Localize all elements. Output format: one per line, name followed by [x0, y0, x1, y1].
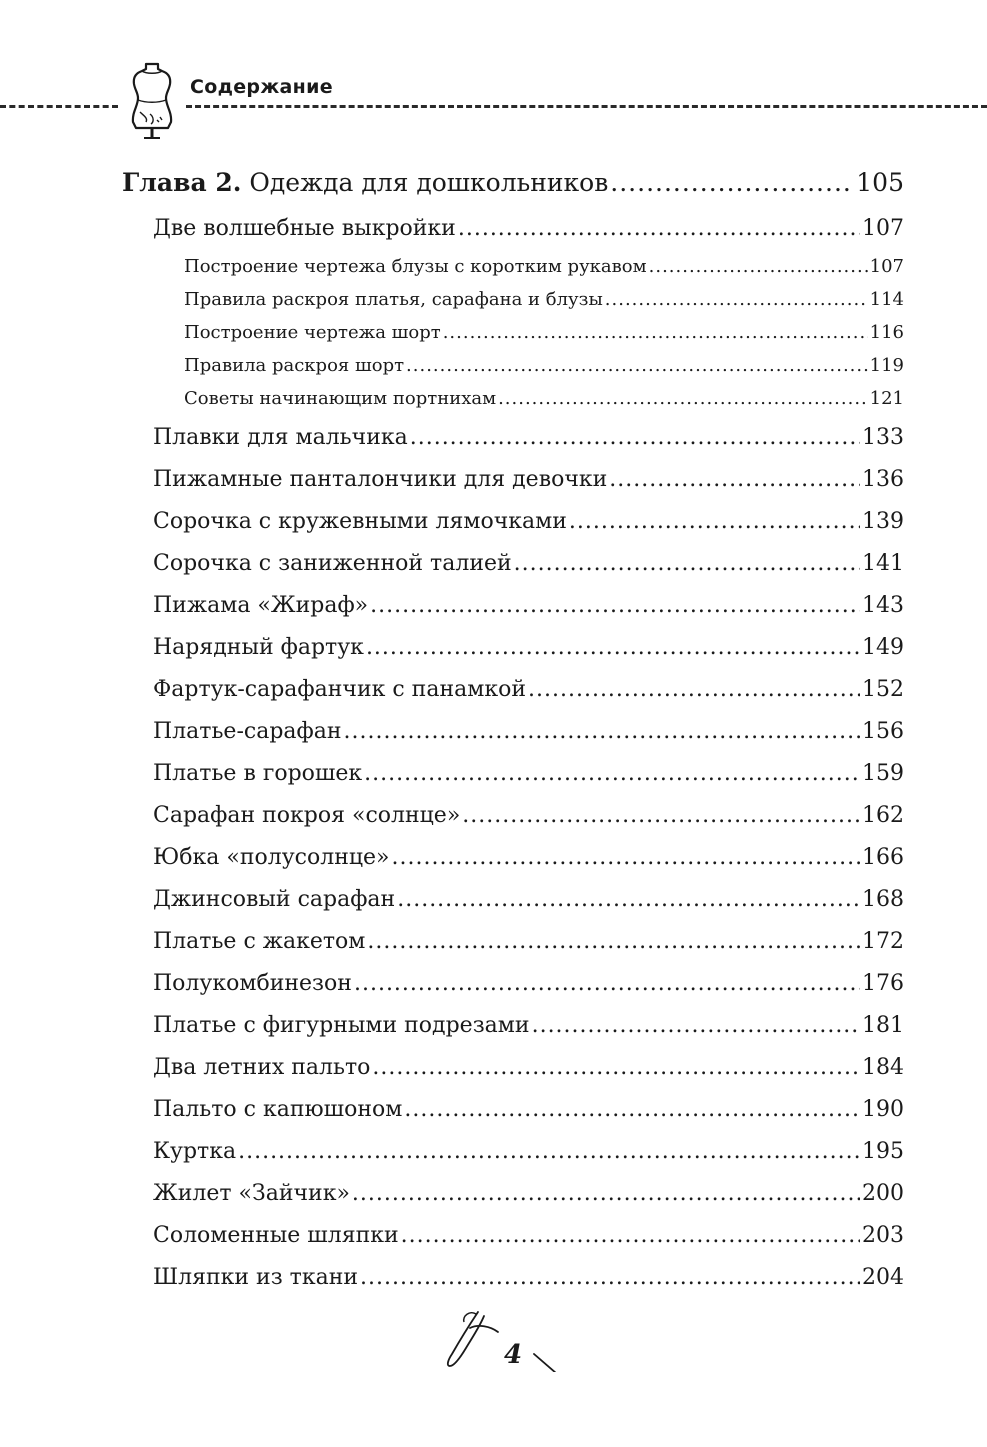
toc-entry-page-number: 159 — [862, 761, 904, 786]
toc-entry — [153, 551, 904, 576]
toc-entry-title: Платье с жакетом — [153, 929, 366, 954]
toc-entry — [153, 803, 904, 828]
dot-leader — [366, 635, 860, 660]
toc-entry-page-number: 139 — [862, 509, 904, 534]
dot-leader — [360, 1265, 860, 1290]
toc-entry — [153, 1097, 904, 1122]
dot-leader — [406, 355, 868, 376]
dot-leader — [367, 929, 860, 954]
toc-entry-title: Соломенные шляпки — [153, 1223, 399, 1248]
dot-leader — [569, 509, 860, 534]
toc-entry-page-number: 184 — [862, 1055, 904, 1080]
dot-leader — [401, 1223, 860, 1248]
page-header — [0, 60, 987, 140]
header-dashed-rule-right — [186, 105, 987, 108]
toc-entry — [153, 1181, 904, 1206]
toc-entry — [184, 256, 904, 277]
dot-leader — [462, 803, 860, 828]
dot-leader — [528, 677, 860, 702]
toc-entry-title: Нарядный фартук — [153, 635, 364, 660]
toc-entry-page-number: 172 — [862, 929, 904, 954]
toc-entry — [153, 1265, 904, 1290]
toc-entry-page-number: 204 — [862, 1265, 904, 1290]
header-dashed-rule-left — [0, 105, 118, 108]
toc-entry-page-number: 200 — [862, 1181, 904, 1206]
toc-entry-page-number: 107 — [869, 256, 904, 277]
toc-entry-page-number: 166 — [862, 845, 904, 870]
toc-entry-title: Построение чертежа блузы с коротким рукавом — [184, 256, 647, 277]
toc-entry-page-number: 203 — [862, 1223, 904, 1248]
toc-entry — [153, 1013, 904, 1038]
toc-entry — [153, 635, 904, 660]
toc-entry-title: Сорочка с кружевными лямочками — [153, 509, 567, 534]
mannequin-icon — [124, 60, 180, 140]
header-title: Содержание — [190, 76, 333, 98]
toc-entry-page-number: 141 — [862, 551, 904, 576]
toc-entry — [153, 761, 904, 786]
toc-entry-title: Сарафан покроя «солнце» — [153, 803, 461, 828]
toc-entry — [153, 1223, 904, 1248]
dot-leader — [605, 289, 868, 310]
dot-leader — [532, 1013, 860, 1038]
dot-leader — [238, 1139, 860, 1164]
toc-entry — [184, 388, 904, 409]
toc-entry-page-number: 152 — [862, 677, 904, 702]
dot-leader — [458, 216, 860, 241]
toc-entry-title: Пижамные панталончики для девочки — [153, 467, 608, 492]
toc-entry — [153, 1139, 904, 1164]
toc-entry-title: Фартук-сарафанчик с панамкой — [153, 677, 526, 702]
toc-entry — [153, 1055, 904, 1080]
toc-entry-title: Сорочка с заниженной талией — [153, 551, 512, 576]
page-number: 4 — [504, 1340, 523, 1370]
toc-entry-page-number: 176 — [862, 971, 904, 996]
toc-entry-title: Построение чертежа шорт — [184, 322, 441, 343]
toc-chapter-row — [122, 168, 904, 197]
toc-entry-page-number: 181 — [862, 1013, 904, 1038]
chapter-page-number: 105 — [856, 168, 904, 197]
dot-leader — [344, 719, 860, 744]
toc-entry-title: Полукомбинезон — [153, 971, 352, 996]
toc-entry-page-number: 156 — [862, 719, 904, 744]
toc-entry-page-number: 121 — [869, 388, 904, 409]
dot-leader — [391, 845, 860, 870]
toc-entry-title: Платье-сарафан — [153, 719, 342, 744]
toc-entry — [153, 467, 904, 492]
toc-entry — [184, 355, 904, 376]
dot-leader — [372, 1055, 860, 1080]
toc-entry — [153, 719, 904, 744]
toc-entry-title: Правила раскроя шорт — [184, 355, 405, 376]
dot-leader — [364, 761, 860, 786]
toc-entry — [153, 425, 904, 450]
toc-entry-title: Юбка «полусолнце» — [153, 845, 390, 870]
toc-entry-page-number: 168 — [862, 887, 904, 912]
toc-entry-title: Жилет «Зайчик» — [153, 1181, 350, 1206]
toc-entry-title: Пальто с капюшоном — [153, 1097, 403, 1122]
dot-leader — [410, 425, 860, 450]
toc-entry — [153, 509, 904, 534]
toc-entry-page-number: 143 — [862, 593, 904, 618]
toc-entry-title: Две волшебные выкройки — [153, 216, 456, 241]
toc-entry-page-number: 114 — [869, 289, 904, 310]
toc-entry-title: Куртка — [153, 1139, 237, 1164]
toc-entry-page-number: 116 — [869, 322, 904, 343]
dot-leader — [397, 887, 860, 912]
toc-entry — [184, 289, 904, 310]
chapter-title: Одежда для дошкольников — [249, 168, 609, 197]
toc-entry — [184, 322, 904, 343]
dot-leader — [609, 467, 860, 492]
toc-entry-title: Платье с фигурными подрезами — [153, 1013, 530, 1038]
dot-leader — [498, 388, 868, 409]
toc-entry-page-number: 136 — [862, 467, 904, 492]
dot-leader — [514, 551, 860, 576]
dot-leader — [352, 1181, 860, 1206]
toc-entry — [153, 971, 904, 996]
toc-entry-title: Советы начинающим портнихам — [184, 388, 497, 409]
dot-leader — [649, 256, 868, 277]
toc-entry-title: Плавки для мальчика — [153, 425, 408, 450]
toc-entry — [153, 593, 904, 618]
dot-leader — [404, 1097, 860, 1122]
toc-entry-page-number: 190 — [862, 1097, 904, 1122]
toc-entry — [153, 216, 904, 241]
toc-entry — [153, 677, 904, 702]
toc-entry-page-number: 133 — [862, 425, 904, 450]
toc-entry-title: Правила раскроя платья, сарафана и блузы — [184, 289, 603, 310]
chapter-label: Глава 2. — [122, 168, 242, 197]
dot-leader — [370, 593, 860, 618]
dot-leader — [443, 322, 868, 343]
toc-entry — [153, 929, 904, 954]
dot-leader — [354, 971, 860, 996]
toc-entry-title: Платье в горошек — [153, 761, 363, 786]
chapter-heading — [122, 168, 608, 197]
toc-entry — [153, 887, 904, 912]
toc-entry-page-number: 149 — [862, 635, 904, 660]
toc-entry-page-number: 107 — [862, 216, 904, 241]
toc-entry-page-number: 119 — [869, 355, 904, 376]
toc-entry-page-number: 162 — [862, 803, 904, 828]
dot-leader — [610, 168, 854, 197]
toc-entry-title: Пижама «Жираф» — [153, 593, 369, 618]
toc-entry — [153, 845, 904, 870]
toc-entry-page-number: 195 — [862, 1139, 904, 1164]
toc-entry-title: Два летних пальто — [153, 1055, 371, 1080]
toc-entry-title: Джинсовый сарафан — [153, 887, 396, 912]
toc-entry-title: Шляпки из ткани — [153, 1265, 359, 1290]
